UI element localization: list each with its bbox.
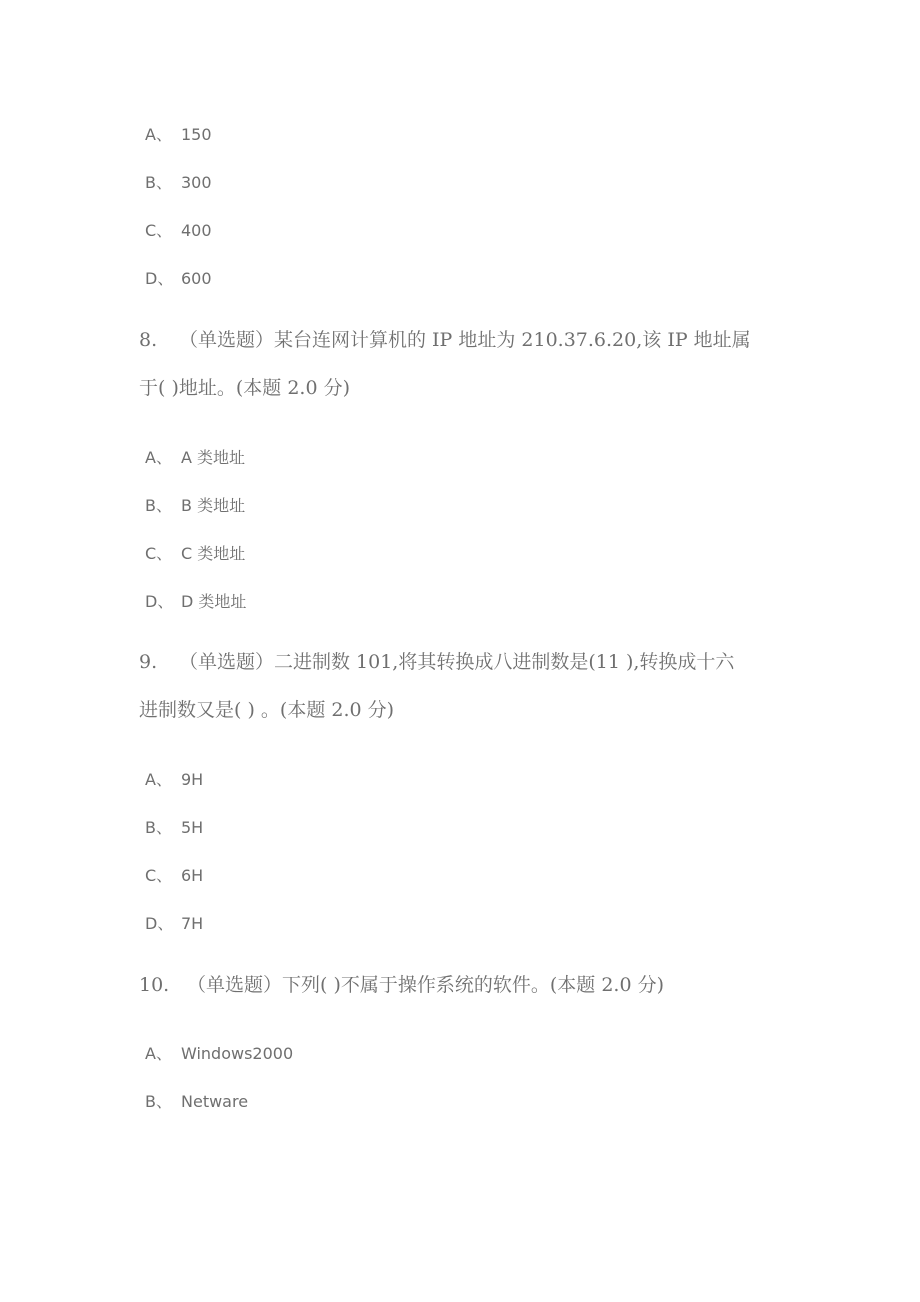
- question-8: [139, 316, 789, 412]
- question-number: 10.: [139, 974, 170, 996]
- option-c: C、 400: [145, 221, 212, 240]
- question-9: [139, 638, 789, 734]
- option-a: A、 9H: [145, 770, 204, 789]
- option-d: D、 7H: [145, 914, 204, 933]
- option-c: C、 C 类地址: [145, 544, 246, 563]
- option-a: A、 A 类地址: [145, 448, 246, 467]
- option-b: B、 5H: [145, 818, 204, 837]
- question-text-line-2: 进制数又是( ) 。(本题 2.0 分): [139, 699, 395, 721]
- option-d: D、 D 类地址: [145, 592, 247, 611]
- option-a: A、 150: [145, 125, 212, 144]
- option-d: D、 600: [145, 269, 212, 288]
- question-number: 9.: [139, 651, 158, 673]
- option-b: B、 Netware: [145, 1092, 249, 1111]
- question-text-line-2: 于( )地址。(本题 2.0 分): [139, 377, 350, 399]
- option-c: C、 6H: [145, 866, 204, 885]
- option-b: B、 B 类地址: [145, 496, 246, 515]
- option-b: B、 300: [145, 173, 212, 192]
- option-a: A、 Windows2000: [145, 1044, 294, 1063]
- question-text-line-1: （单选题）某台连网计算机的 IP 地址为 210.37.6.20,该 IP 地址属: [179, 329, 751, 351]
- question-text-line-1: （单选题）二进制数 101,将其转换成八进制数是(11 ),转换成十六: [179, 651, 735, 673]
- question-10: [139, 961, 789, 1009]
- question-text-line-1: （单选题）下列( )不属于操作系统的软件。(本题 2.0 分): [187, 974, 664, 996]
- question-number: 8.: [139, 329, 158, 351]
